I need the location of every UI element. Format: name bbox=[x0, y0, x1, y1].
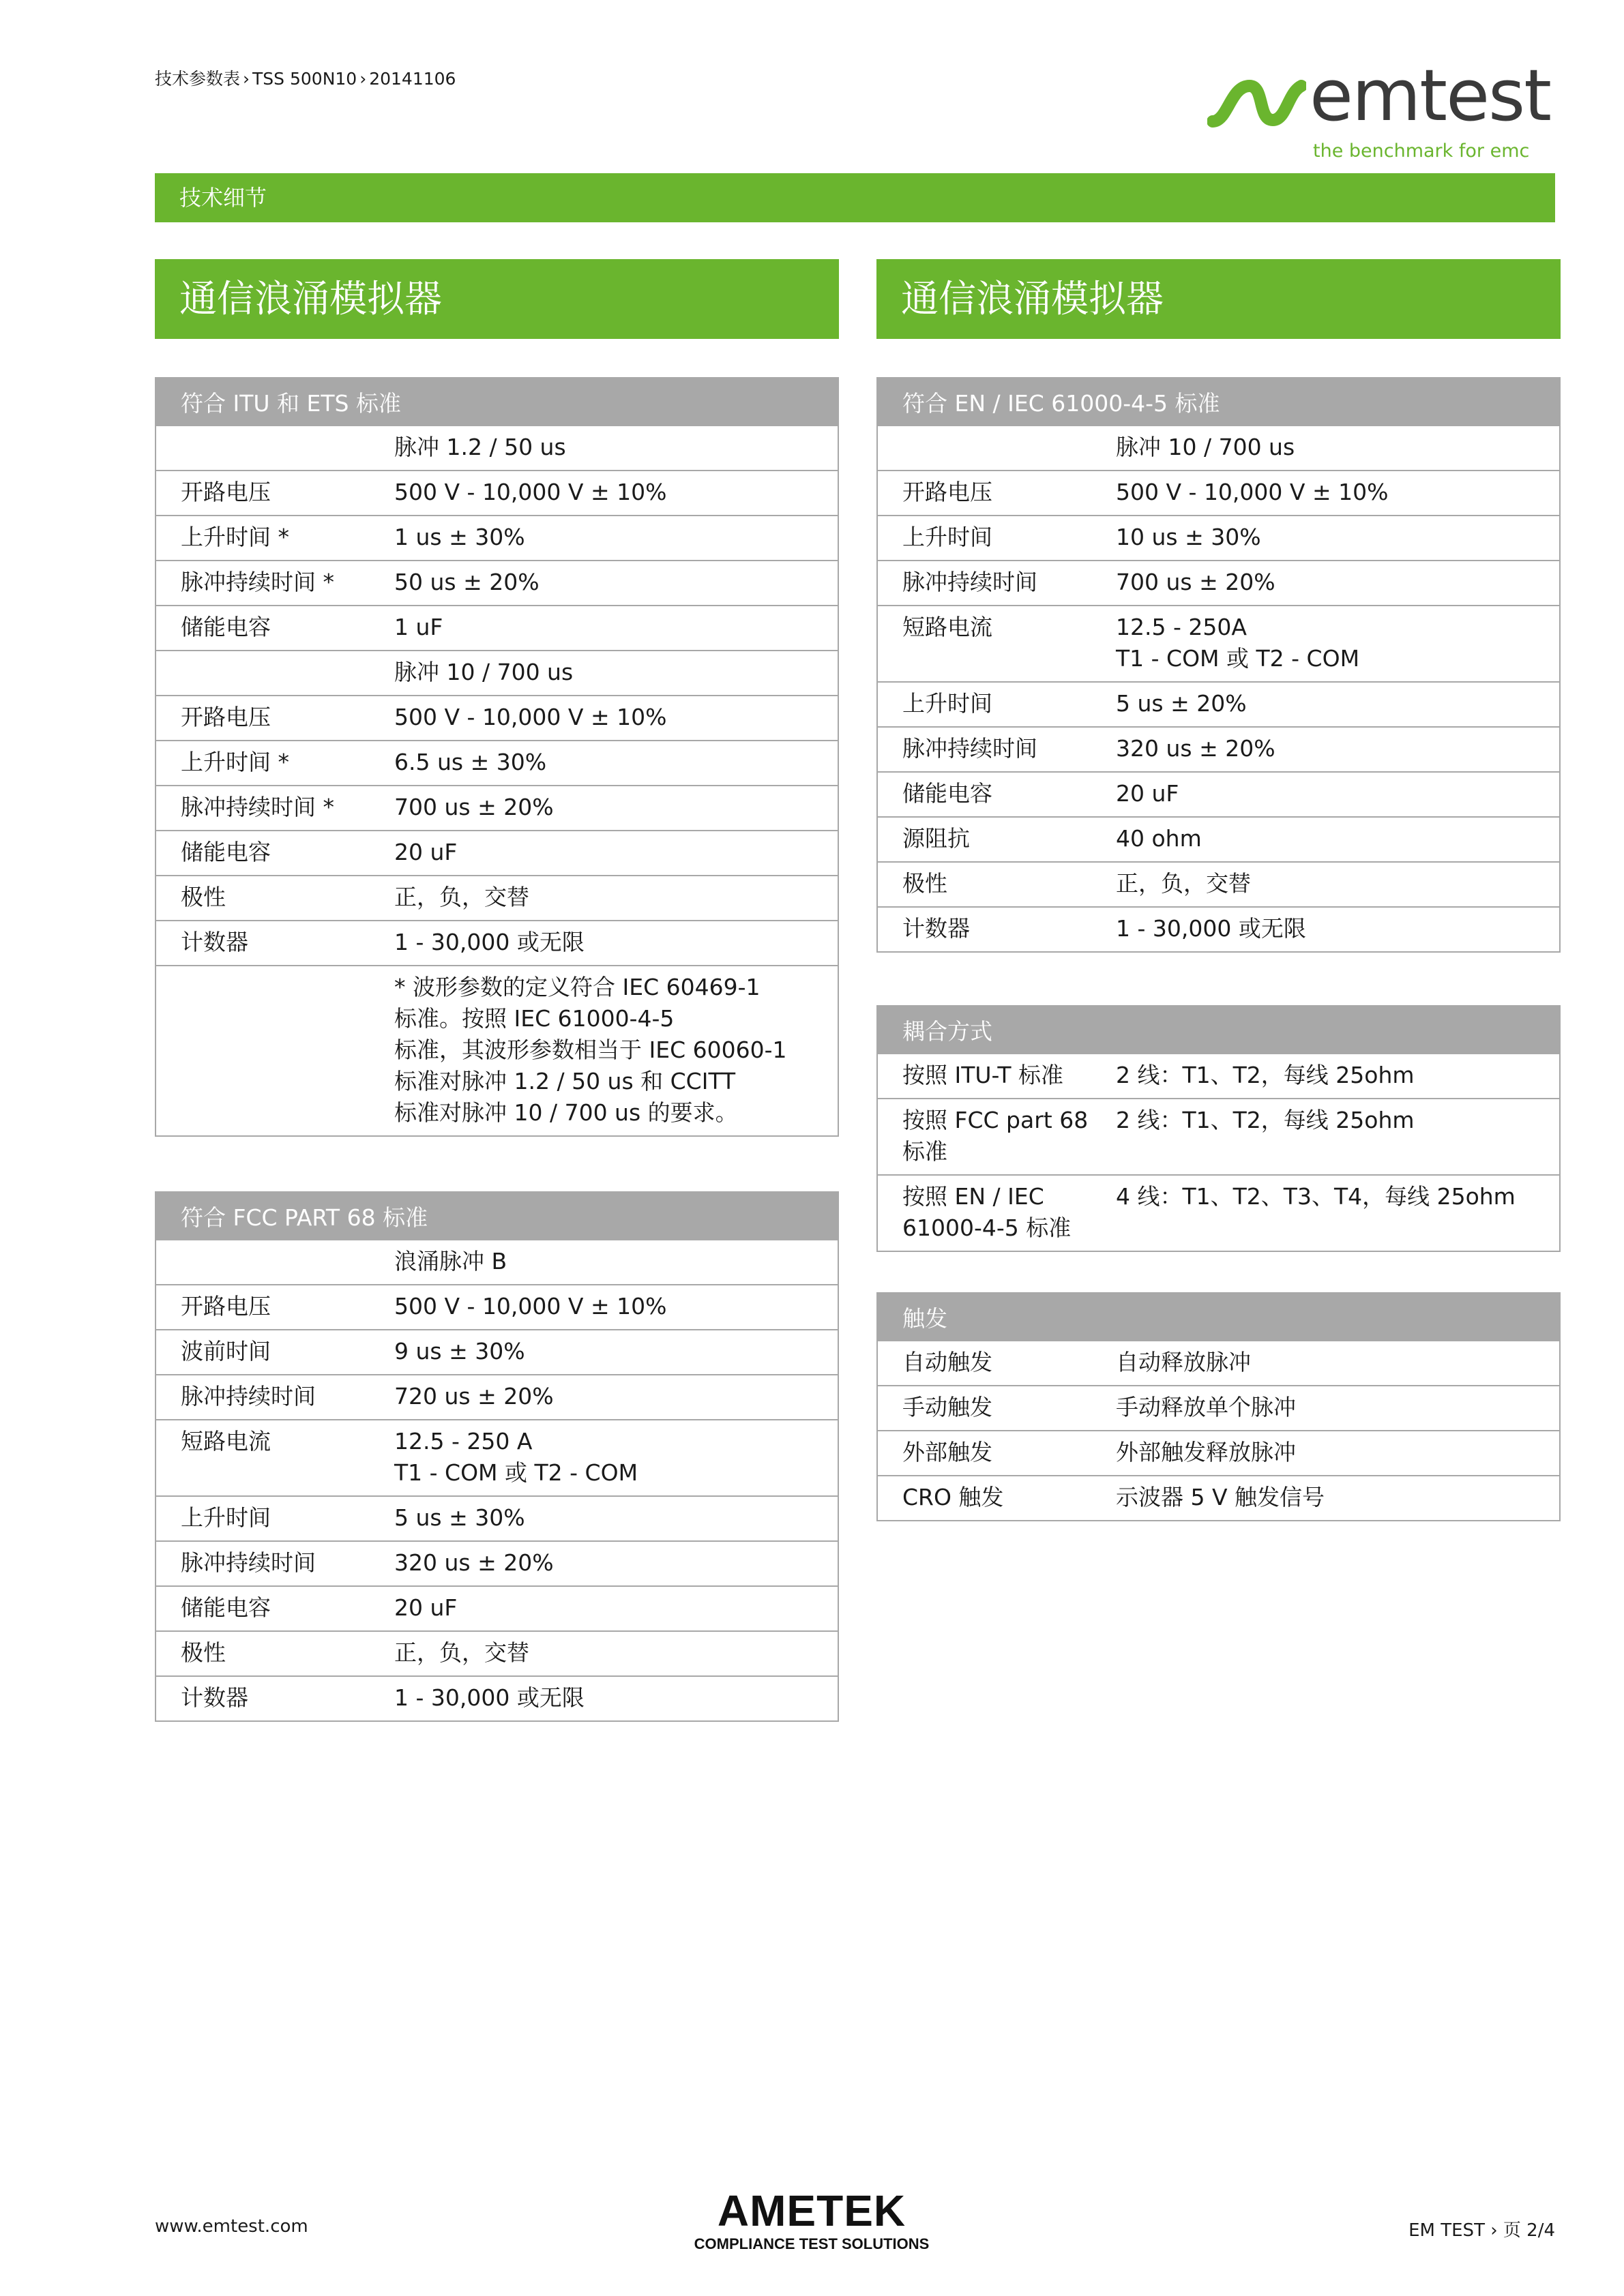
param-label-text: 计数器 bbox=[181, 1684, 248, 1711]
param-label-text: 储能电容 bbox=[181, 1594, 271, 1621]
param-value-text: 500 V - 10,000 V ± 10% bbox=[394, 1293, 667, 1320]
table-header: 耦合方式 bbox=[877, 1006, 1560, 1054]
param-label-text: 开路电压 bbox=[181, 479, 271, 505]
trigger-table bbox=[876, 1292, 1561, 1521]
param-label bbox=[156, 516, 394, 561]
table-row bbox=[877, 1476, 1560, 1521]
param-value bbox=[394, 876, 838, 921]
param-label-text: 脉冲持续时间 bbox=[902, 735, 1037, 762]
param-value bbox=[394, 561, 838, 606]
wave-icon bbox=[1207, 79, 1306, 134]
footnote bbox=[394, 966, 838, 1136]
table-row bbox=[877, 1341, 1560, 1386]
param-value-text: 脉冲 1.2 / 50 us bbox=[394, 434, 566, 460]
param-label bbox=[156, 1676, 394, 1721]
param-value bbox=[1116, 1476, 1560, 1521]
param-value bbox=[1116, 471, 1560, 516]
param-value-text: 1 - 30,000 或无限 bbox=[394, 929, 585, 955]
param-label bbox=[877, 1099, 1116, 1175]
param-label-text: 开路电压 bbox=[181, 1293, 271, 1320]
param-label bbox=[877, 772, 1116, 817]
table-row bbox=[877, 862, 1560, 907]
param-value-text: T1 - COM 或 T2 - COM bbox=[1116, 645, 1360, 672]
param-value bbox=[1116, 1175, 1560, 1251]
param-value-text: 手动释放单个脉冲 bbox=[1116, 1394, 1296, 1420]
table-row bbox=[156, 1496, 838, 1541]
param-label bbox=[156, 1631, 394, 1676]
page-prefix: EM TEST bbox=[1408, 2220, 1485, 2241]
param-label bbox=[156, 651, 394, 696]
param-label bbox=[156, 921, 394, 966]
param-value-text: 20 uF bbox=[394, 839, 458, 865]
table-row bbox=[156, 831, 838, 876]
table-row bbox=[877, 1054, 1560, 1099]
table-row bbox=[156, 606, 838, 651]
param-value-text: 1 - 30,000 或无限 bbox=[394, 1684, 585, 1711]
param-label bbox=[877, 606, 1116, 682]
param-label bbox=[877, 471, 1116, 516]
param-label-text: 标准 bbox=[902, 1138, 947, 1165]
param-label bbox=[877, 1476, 1116, 1521]
param-label-text: 上升时间 * bbox=[181, 524, 289, 550]
param-value-text: 自动释放脉冲 bbox=[1116, 1349, 1251, 1375]
param-value bbox=[394, 696, 838, 741]
param-value-text: 500 V - 10,000 V ± 10% bbox=[1116, 479, 1389, 505]
param-label bbox=[156, 876, 394, 921]
table-row bbox=[156, 1676, 838, 1721]
param-label-text: 上升时间 bbox=[902, 690, 992, 717]
param-label-text: 储能电容 bbox=[181, 839, 271, 865]
table-row bbox=[156, 1375, 838, 1420]
table-row bbox=[156, 741, 838, 786]
table-row bbox=[877, 1099, 1560, 1175]
ametek-wordmark: AMETEK bbox=[717, 2186, 906, 2235]
ametek-subtitle: COMPLIANCE TEST SOLUTIONS bbox=[694, 2235, 930, 2252]
table-header: 触发 bbox=[877, 1293, 1560, 1341]
footnote-line: * 波形参数的定义符合 IEC 60469-1 bbox=[394, 974, 761, 1000]
param-value bbox=[394, 921, 838, 966]
param-label-text: 波前时间 bbox=[181, 1338, 271, 1365]
page-label: 页 2/4 bbox=[1503, 2220, 1555, 2241]
param-label-text: 短路电流 bbox=[181, 1428, 271, 1455]
param-label-text: 脉冲持续时间 bbox=[181, 1549, 316, 1576]
param-label-text: 脉冲持续时间 * bbox=[181, 569, 334, 595]
table-row bbox=[156, 1240, 838, 1285]
param-label bbox=[877, 516, 1116, 561]
emtest-logo bbox=[1207, 54, 1562, 169]
table-row bbox=[156, 1285, 838, 1330]
table-header: 符合 EN / IEC 61000-4-5 标准 bbox=[877, 378, 1560, 426]
param-label bbox=[877, 907, 1116, 952]
param-label-text: 极性 bbox=[181, 1639, 226, 1666]
fcc-spec-table bbox=[155, 1191, 839, 1722]
param-value bbox=[394, 1496, 838, 1541]
param-label-text: 脉冲持续时间 bbox=[181, 1383, 316, 1410]
param-value bbox=[1116, 862, 1560, 907]
footnote-line: 标准对脉冲 10 / 700 us 的要求。 bbox=[394, 1099, 738, 1126]
param-label-text: 上升时间 bbox=[181, 1504, 271, 1531]
param-label bbox=[877, 1175, 1116, 1251]
param-label-text: 上升时间 bbox=[902, 524, 992, 550]
en-spec-table bbox=[876, 377, 1561, 953]
param-value bbox=[394, 1240, 838, 1285]
param-value-text: 正，负，交替 bbox=[1116, 870, 1251, 897]
table-row bbox=[877, 606, 1560, 682]
chevron-right-icon: › bbox=[359, 69, 367, 89]
param-value bbox=[394, 1375, 838, 1420]
breadcrumb-item: 技术参数表 bbox=[155, 69, 241, 89]
param-label bbox=[877, 561, 1116, 606]
param-value-text: 1 uF bbox=[394, 614, 443, 640]
param-label-text: 开路电压 bbox=[181, 704, 271, 730]
param-value-text: 50 us ± 20% bbox=[394, 569, 540, 595]
param-label-text: 脉冲持续时间 bbox=[902, 569, 1037, 595]
param-label bbox=[877, 682, 1116, 727]
param-value-text: 12.5 - 250A bbox=[1116, 614, 1247, 640]
table-row bbox=[156, 1420, 838, 1496]
breadcrumb-item: 20141106 bbox=[369, 69, 456, 89]
param-value bbox=[394, 1631, 838, 1676]
param-label bbox=[877, 1431, 1116, 1476]
param-value bbox=[1116, 606, 1560, 682]
footnote-line: 标准。按照 IEC 61000-4-5 bbox=[394, 1005, 675, 1032]
table-row bbox=[877, 817, 1560, 862]
param-label bbox=[156, 1496, 394, 1541]
coupling-table bbox=[876, 1005, 1561, 1252]
table-row bbox=[156, 876, 838, 921]
table-header: 符合 ITU 和 ETS 标准 bbox=[156, 378, 838, 426]
param-label bbox=[156, 1285, 394, 1330]
param-label-text: 脉冲持续时间 * bbox=[181, 794, 334, 820]
param-label bbox=[877, 727, 1116, 772]
param-value-text: 脉冲 10 / 700 us bbox=[1116, 434, 1295, 460]
param-value-text: 320 us ± 20% bbox=[394, 1549, 554, 1576]
param-value-text: 320 us ± 20% bbox=[1116, 735, 1275, 762]
param-value-text: 5 us ± 20% bbox=[1116, 690, 1247, 717]
param-label bbox=[877, 1386, 1116, 1431]
table-row bbox=[877, 561, 1560, 606]
param-value-text: 外部触发释放脉冲 bbox=[1116, 1439, 1296, 1465]
param-label bbox=[156, 966, 394, 1136]
param-value bbox=[1116, 682, 1560, 727]
logo-tagline: the benchmark for emc bbox=[1313, 140, 1530, 162]
param-label bbox=[877, 817, 1116, 862]
param-label-text: 外部触发 bbox=[902, 1439, 992, 1465]
table-row bbox=[156, 696, 838, 741]
param-value bbox=[394, 786, 838, 831]
param-label-text: 极性 bbox=[902, 870, 947, 897]
breadcrumb bbox=[155, 65, 456, 90]
table-row bbox=[877, 1431, 1560, 1476]
param-value-text: 2 线：T1、T2，每线 25ohm bbox=[1116, 1107, 1415, 1133]
param-label bbox=[156, 831, 394, 876]
table-row bbox=[877, 426, 1560, 471]
table-row bbox=[877, 1386, 1560, 1431]
param-value-text: 正，负，交替 bbox=[394, 1639, 529, 1666]
param-label bbox=[156, 471, 394, 516]
param-value-text: 2 线：T1、T2，每线 25ohm bbox=[1116, 1062, 1415, 1088]
param-label-text: 极性 bbox=[181, 884, 226, 910]
param-value-text: 500 V - 10,000 V ± 10% bbox=[394, 704, 667, 730]
param-label bbox=[877, 1054, 1116, 1099]
param-label-text: 短路电流 bbox=[902, 614, 992, 640]
param-label bbox=[156, 696, 394, 741]
breadcrumb-item: TSS 500N10 bbox=[252, 69, 357, 89]
param-value-text: 脉冲 10 / 700 us bbox=[394, 659, 574, 685]
footer-url[interactable]: www.emtest.com bbox=[155, 2216, 308, 2237]
param-value bbox=[1116, 516, 1560, 561]
table-row bbox=[877, 682, 1560, 727]
table-row bbox=[156, 1330, 838, 1375]
table-row bbox=[156, 786, 838, 831]
table-row bbox=[156, 516, 838, 561]
param-label-text: 按照 EN / IEC bbox=[902, 1183, 1044, 1210]
table-header: 符合 FCC PART 68 标准 bbox=[156, 1192, 838, 1240]
param-value bbox=[394, 1285, 838, 1330]
param-value-text: 浪涌脉冲 B bbox=[394, 1248, 507, 1274]
table-row bbox=[156, 1631, 838, 1676]
param-label-text: 61000-4-5 标准 bbox=[902, 1214, 1072, 1241]
chevron-right-icon: › bbox=[1484, 2220, 1503, 2241]
table-row bbox=[877, 1175, 1560, 1251]
param-label bbox=[156, 1375, 394, 1420]
param-label bbox=[877, 862, 1116, 907]
param-value bbox=[1116, 426, 1560, 471]
param-label bbox=[156, 786, 394, 831]
param-value-text: 720 us ± 20% bbox=[394, 1383, 554, 1410]
param-label bbox=[877, 1341, 1116, 1386]
param-label-text: 储能电容 bbox=[181, 614, 271, 640]
param-value bbox=[1116, 1054, 1560, 1099]
table-row bbox=[156, 1586, 838, 1631]
param-value bbox=[1116, 561, 1560, 606]
param-label-text: 计数器 bbox=[902, 915, 970, 942]
param-value bbox=[1116, 772, 1560, 817]
param-label bbox=[877, 426, 1116, 471]
table-row bbox=[156, 471, 838, 516]
param-value bbox=[394, 471, 838, 516]
param-value-text: 10 us ± 30% bbox=[1116, 524, 1261, 550]
param-label-text: 计数器 bbox=[181, 929, 248, 955]
param-label bbox=[156, 741, 394, 786]
param-label bbox=[156, 1330, 394, 1375]
param-value-text: 700 us ± 20% bbox=[1116, 569, 1275, 595]
table-row bbox=[877, 471, 1560, 516]
param-label-text: 自动触发 bbox=[902, 1349, 992, 1375]
table-row bbox=[156, 921, 838, 966]
chevron-right-icon: › bbox=[243, 69, 250, 89]
param-value-text: 正，负，交替 bbox=[394, 884, 529, 910]
right-title: 通信浪涌模拟器 bbox=[876, 259, 1561, 339]
table-row bbox=[877, 772, 1560, 817]
param-value bbox=[1116, 1386, 1560, 1431]
table-row bbox=[156, 966, 838, 1136]
param-label-text: 手动触发 bbox=[902, 1394, 992, 1420]
param-label-text: 储能电容 bbox=[902, 780, 992, 807]
param-value-text: 示波器 5 V 触发信号 bbox=[1116, 1484, 1325, 1510]
section-bar: 技术细节 bbox=[155, 173, 1555, 222]
param-value-text: 20 uF bbox=[394, 1594, 458, 1621]
param-value-text: 12.5 - 250 A bbox=[394, 1428, 533, 1455]
param-label-text: CRO 触发 bbox=[902, 1484, 1004, 1510]
param-label bbox=[156, 426, 394, 471]
table-row bbox=[156, 426, 838, 471]
param-value bbox=[394, 1420, 838, 1496]
param-value bbox=[1116, 907, 1560, 952]
param-value-text: 700 us ± 20% bbox=[394, 794, 554, 820]
param-value-text: 500 V - 10,000 V ± 10% bbox=[394, 479, 667, 505]
table-row bbox=[156, 561, 838, 606]
param-value bbox=[394, 651, 838, 696]
param-value-text: 9 us ± 30% bbox=[394, 1338, 525, 1365]
param-label bbox=[156, 1240, 394, 1285]
param-value-text: 5 us ± 30% bbox=[394, 1504, 525, 1531]
page-number bbox=[1408, 2216, 1555, 2241]
param-value-text: 1 us ± 30% bbox=[394, 524, 525, 550]
param-value bbox=[394, 831, 838, 876]
table-row bbox=[877, 907, 1560, 952]
param-label-text: 源阻抗 bbox=[902, 825, 970, 852]
param-label bbox=[156, 561, 394, 606]
param-label bbox=[156, 606, 394, 651]
param-value bbox=[394, 426, 838, 471]
param-value bbox=[394, 1676, 838, 1721]
param-value bbox=[394, 1586, 838, 1631]
param-label-text: 按照 FCC part 68 bbox=[902, 1107, 1089, 1133]
param-value-text: 4 线：T1、T2、T3、T4，每线 25ohm bbox=[1116, 1183, 1516, 1210]
param-label bbox=[156, 1420, 394, 1496]
table-row bbox=[877, 727, 1560, 772]
param-value-text: 6.5 us ± 30% bbox=[394, 749, 547, 775]
param-value-text: 20 uF bbox=[1116, 780, 1179, 807]
param-value bbox=[394, 606, 838, 651]
param-value bbox=[1116, 817, 1560, 862]
param-value bbox=[1116, 1099, 1560, 1175]
param-value bbox=[394, 1541, 838, 1586]
table-row bbox=[156, 651, 838, 696]
param-value-text: 40 ohm bbox=[1116, 825, 1202, 852]
param-label-text: 上升时间 * bbox=[181, 749, 289, 775]
param-value bbox=[394, 516, 838, 561]
logo-wordmark: emtest bbox=[1310, 54, 1551, 137]
param-value-text: 1 - 30,000 或无限 bbox=[1116, 915, 1306, 942]
param-value bbox=[394, 741, 838, 786]
ametek-logo bbox=[682, 2186, 941, 2253]
param-value bbox=[1116, 1341, 1560, 1386]
table-row bbox=[156, 1541, 838, 1586]
param-value bbox=[1116, 1431, 1560, 1476]
footnote-line: 标准对脉冲 1.2 / 50 us 和 CCITT bbox=[394, 1068, 736, 1094]
param-label bbox=[156, 1586, 394, 1631]
itu-spec-table bbox=[155, 377, 839, 1137]
param-label-text: 按照 ITU-T 标准 bbox=[902, 1062, 1064, 1088]
left-title: 通信浪涌模拟器 bbox=[155, 259, 839, 339]
footnote-line: 标准，其波形参数相当于 IEC 60060-1 bbox=[394, 1037, 787, 1063]
param-label bbox=[156, 1541, 394, 1586]
param-value-text: T1 - COM 或 T2 - COM bbox=[394, 1459, 638, 1486]
table-row bbox=[877, 516, 1560, 561]
param-value bbox=[394, 1330, 838, 1375]
param-value bbox=[1116, 727, 1560, 772]
param-label-text: 开路电压 bbox=[902, 479, 992, 505]
